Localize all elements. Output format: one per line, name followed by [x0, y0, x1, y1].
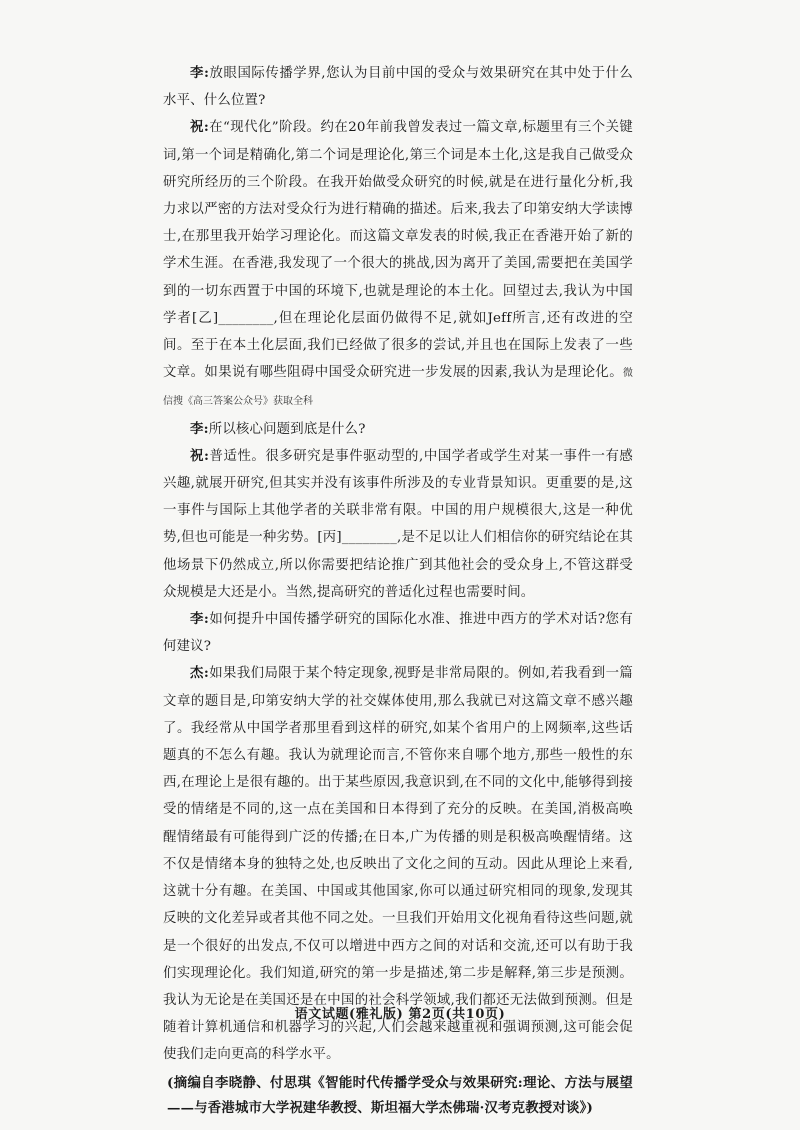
page-footer: 语文试题(雅礼版) 第2页(共10页): [294, 1007, 506, 1022]
speaker-label: 李:: [190, 611, 210, 628]
paragraph: [163, 416, 633, 443]
wechat-note: 微信搜《高三答案公众号》获取全科: [163, 368, 633, 408]
article-body: [163, 60, 633, 1121]
speaker-label: 祝:: [190, 119, 209, 136]
speaker-label: 李:: [190, 65, 210, 81]
paragraph-text: 在“现代化”阶段。约在20年前我曾发表过一篇文章,标题里有三个关键词,第一个词是精确化,第二个词是理论化,第三个词是本土化,这是我自己做受众研究所经历的三个阶段。在我开始做受众研究的时候,就是在进行量化分析,我力求以严密的方法对受众行为进行精确的描述。后来,我去了印第安纳大学读博士,在那里我开始学习理论化。而这篇文章发表的时候,我正在香港开始了新的学术生涯。在香港,我发现了一个很大的挑战,因为离开了美国,需要把在美国学到的一切东西置于中国的环境下,也就是理论的本土化。回望过去,我认为中国学者[乙]________,但在理论化层面仍做得不足,就如Jeff所言,还有改进的空间。至于在本土化层面,我们已经做了很多的尝试,并且也在国际上发表了一些文章。如果说有哪些阻碍中国受众研究进一步发展的因素,我认为是理论化。: [163, 120, 633, 381]
paragraph-text: 如果我们局限于某个特定现象,视野是非常局限的。例如,若我看到一篇文章的题目是,印第安纳大学的社交媒体使用,那么我就已对这篇文章不感兴趣了。我经常从中国学者那里看到这样的研究,如某个省用户的上网频率,这些话题真的不怎么有趣。我认为就理论而言,不管你来自哪个地方,那些一般性的东西,在理论上是很有趣的。出于某些原因,我意识到,在不同的文化中,能够得到接受的情绪是不同的,这一点在美国和日本得到了充分的反映。在美国,消极高唤醒情绪最有可能得到广泛的传播;在日本,广为传播的则是积极高唤醒情绪。这不仅是情绪本身的独特之处,也反映出了文化之间的互动。因此从理论上来看,这就十分有趣。在美国、中国或其他国家,你可以通过研究相同的现象,发现其反映的文化差异或者其他不同之处。一旦我们开始用文化视角看待这些问题,就是一个很好的出发点,不仅可以增进中西方之间的对话和交流,还可以有助于我们实现理论化。我们知道,研究的第一步是描述,第二步是解释,第三步是预测。我认为无论是在美国还是在中国的社会科学领域,我们都还无法做到预测。但是随着计算机通信和机器学习的兴起,人们会越来越重视和强调预测,这可能会促使我们走向更高的科学水平。: [163, 666, 633, 1063]
paragraph-text: 所以核心问题到底是什么?: [208, 421, 366, 437]
paragraph: [163, 443, 633, 606]
paragraph: [163, 114, 633, 415]
speaker-label: 杰:: [190, 665, 209, 682]
source-citation: (摘编自李晓静、付思琪《智能时代传播学受众与效果研究:理论、方法与展望——与香港城市大学祝建华教授、斯坦福大学杰佛瑞·汉考克教授对谈》): [167, 1074, 633, 1116]
paragraph-text: 如何提升中国传播学研究的国际化水准、推进中西方的学术对话?您有何建议?: [163, 612, 633, 655]
speaker-label: 祝:: [190, 447, 210, 464]
paragraph: [163, 60, 633, 114]
paragraph-text: 放眼国际传播学界,您认为目前中国的受众与效果研究在其中处于什么水平、什么位置?: [163, 66, 633, 109]
speaker-label: 李:: [190, 420, 209, 437]
paragraph: [163, 606, 633, 660]
paragraph-text: 普适性。很多研究是事件驱动型的,中国学者或学生对某一事件一有感兴趣,就展开研究,但其实并没有该事件所涉及的专业背景知识。更重要的是,这一事件与国际上其他学者的关联非常有限。中国的用户规模很大,这是一种优势,但也可能是一种劣势。[丙]________,是不足以让人们相信你的研究结论在其他场景下仍然成立,所以你需要把结论推广到其他社会的受众身上,不管这群受众规模是大还是小。当然,提高研究的普适化过程也需要时间。: [163, 448, 633, 600]
